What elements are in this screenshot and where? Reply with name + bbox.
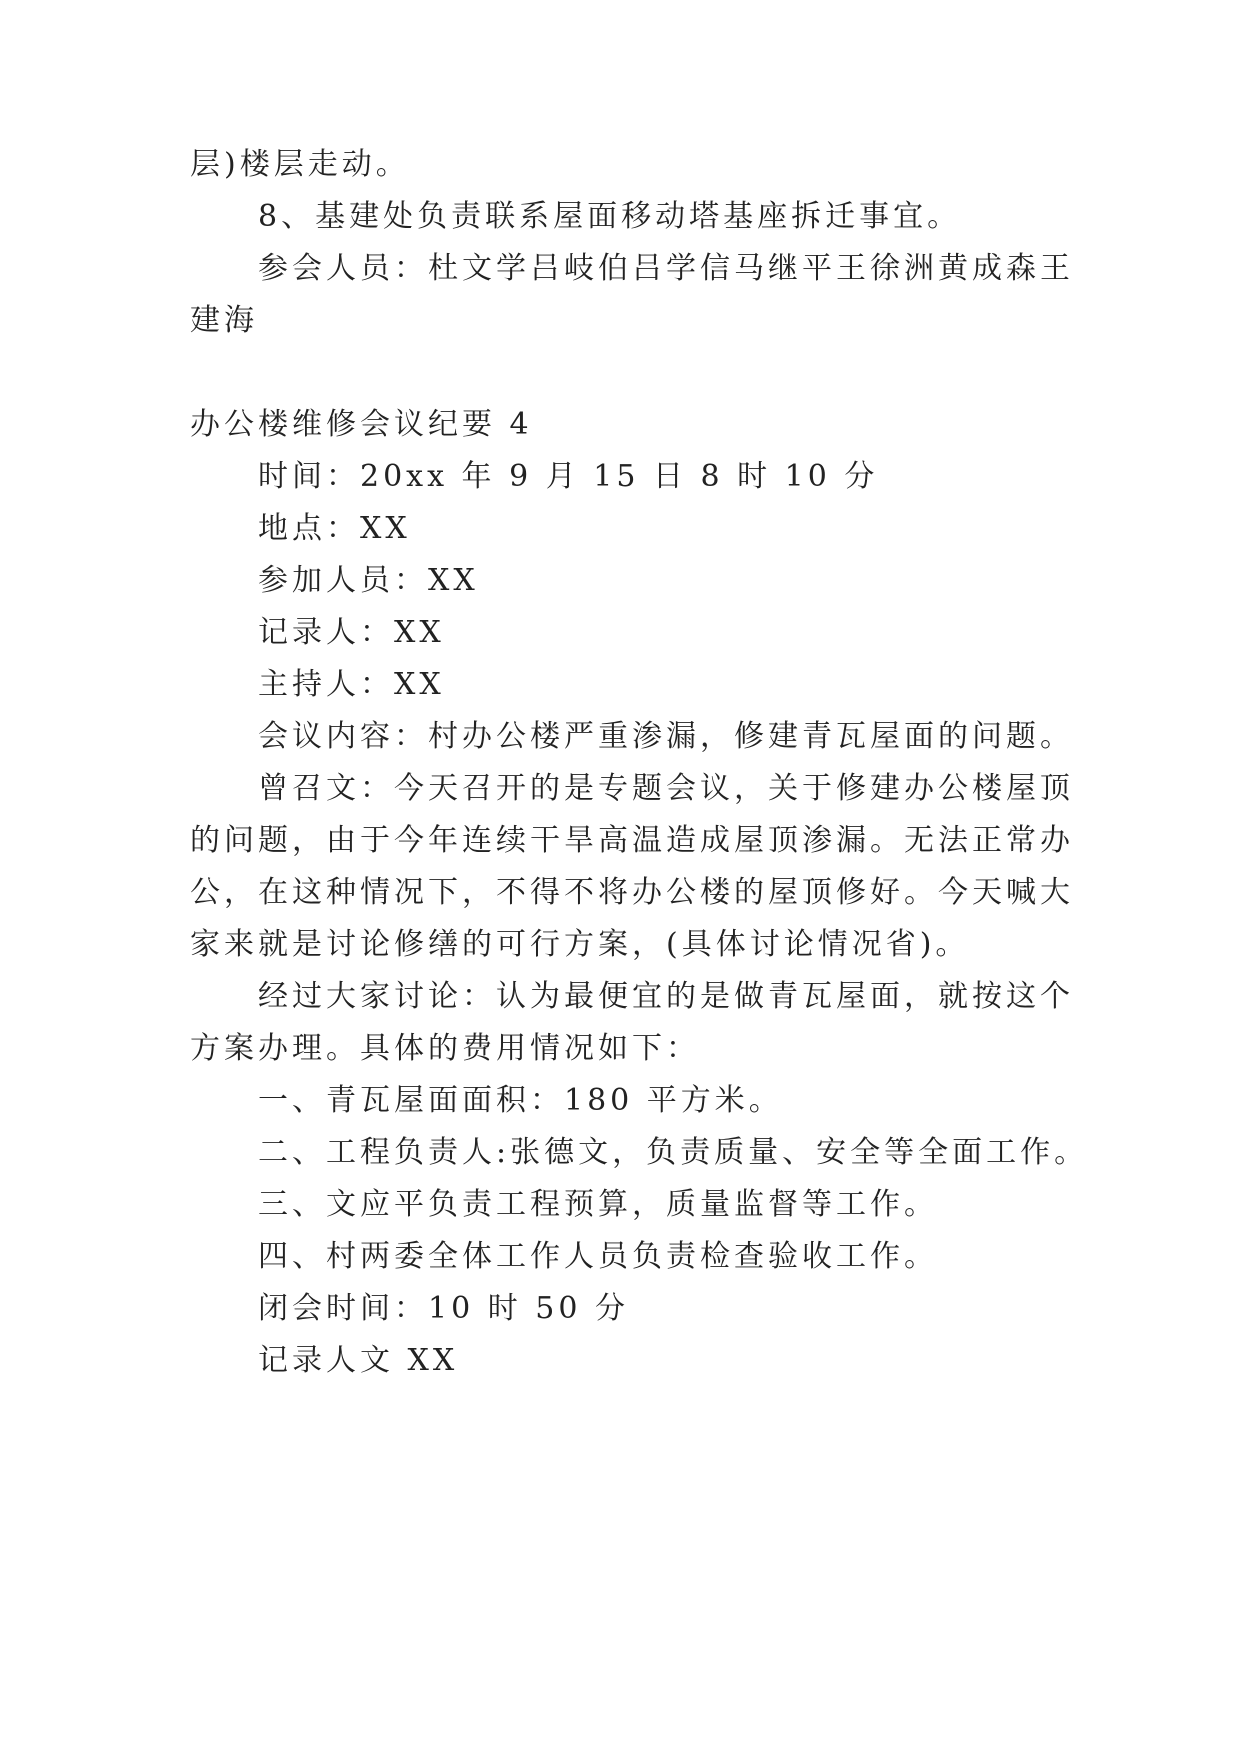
continued-text-line: 层)楼层走动。 — [190, 147, 410, 182]
item-8-text: 8、基建处负责联系屋面移动塔基座拆迁事宜。 — [258, 199, 962, 234]
meeting-host: 主持人：XX — [258, 667, 445, 702]
attendees-line-1: 参会人员：杜文学吕岐伯吕学信马继平王徐洲黄成森王 — [258, 251, 1074, 286]
meeting-recorder: 记录人：XX — [258, 615, 445, 650]
speech-line-2: 的问题，由于今年连续干旱高温造成屋顶渗漏。无法正常办 — [190, 823, 1074, 858]
list-item-1: 一、青瓦屋面面积：180 平方米。 — [258, 1083, 783, 1118]
discussion-line-1: 经过大家讨论：认为最便宜的是做青瓦屋面，就按这个 — [258, 979, 1074, 1014]
recorder-signature: 记录人文 XX — [258, 1343, 459, 1378]
meeting-time: 时间：20xx 年 9 月 15 日 8 时 10 分 — [258, 459, 879, 494]
closing-time: 闭会时间：10 时 50 分 — [258, 1291, 629, 1326]
meeting-participants: 参加人员：XX — [258, 563, 479, 598]
list-item-4: 四、村两委全体工作人员负责检查验收工作。 — [258, 1239, 938, 1274]
speech-line-3: 公，在这种情况下，不得不将办公楼的屋顶修好。今天喊大 — [190, 875, 1074, 910]
list-item-2: 二、工程负责人:张德文，负责质量、安全等全面工作。 — [258, 1135, 1089, 1170]
speech-line-1: 曾召文：今天召开的是专题会议，关于修建办公楼屋顶 — [258, 771, 1074, 806]
section-title: 办公楼维修会议纪要 4 — [190, 407, 533, 442]
discussion-line-2: 方案办理。具体的费用情况如下： — [190, 1031, 700, 1066]
meeting-place: 地点：XX — [258, 511, 411, 546]
speech-line-4: 家来就是讨论修缮的可行方案，(具体讨论情况省)。 — [190, 927, 970, 962]
attendees-line-2: 建海 — [190, 303, 258, 338]
meeting-content: 会议内容：村办公楼严重渗漏，修建青瓦屋面的问题。 — [258, 719, 1074, 754]
list-item-3: 三、文应平负责工程预算，质量监督等工作。 — [258, 1187, 938, 1222]
